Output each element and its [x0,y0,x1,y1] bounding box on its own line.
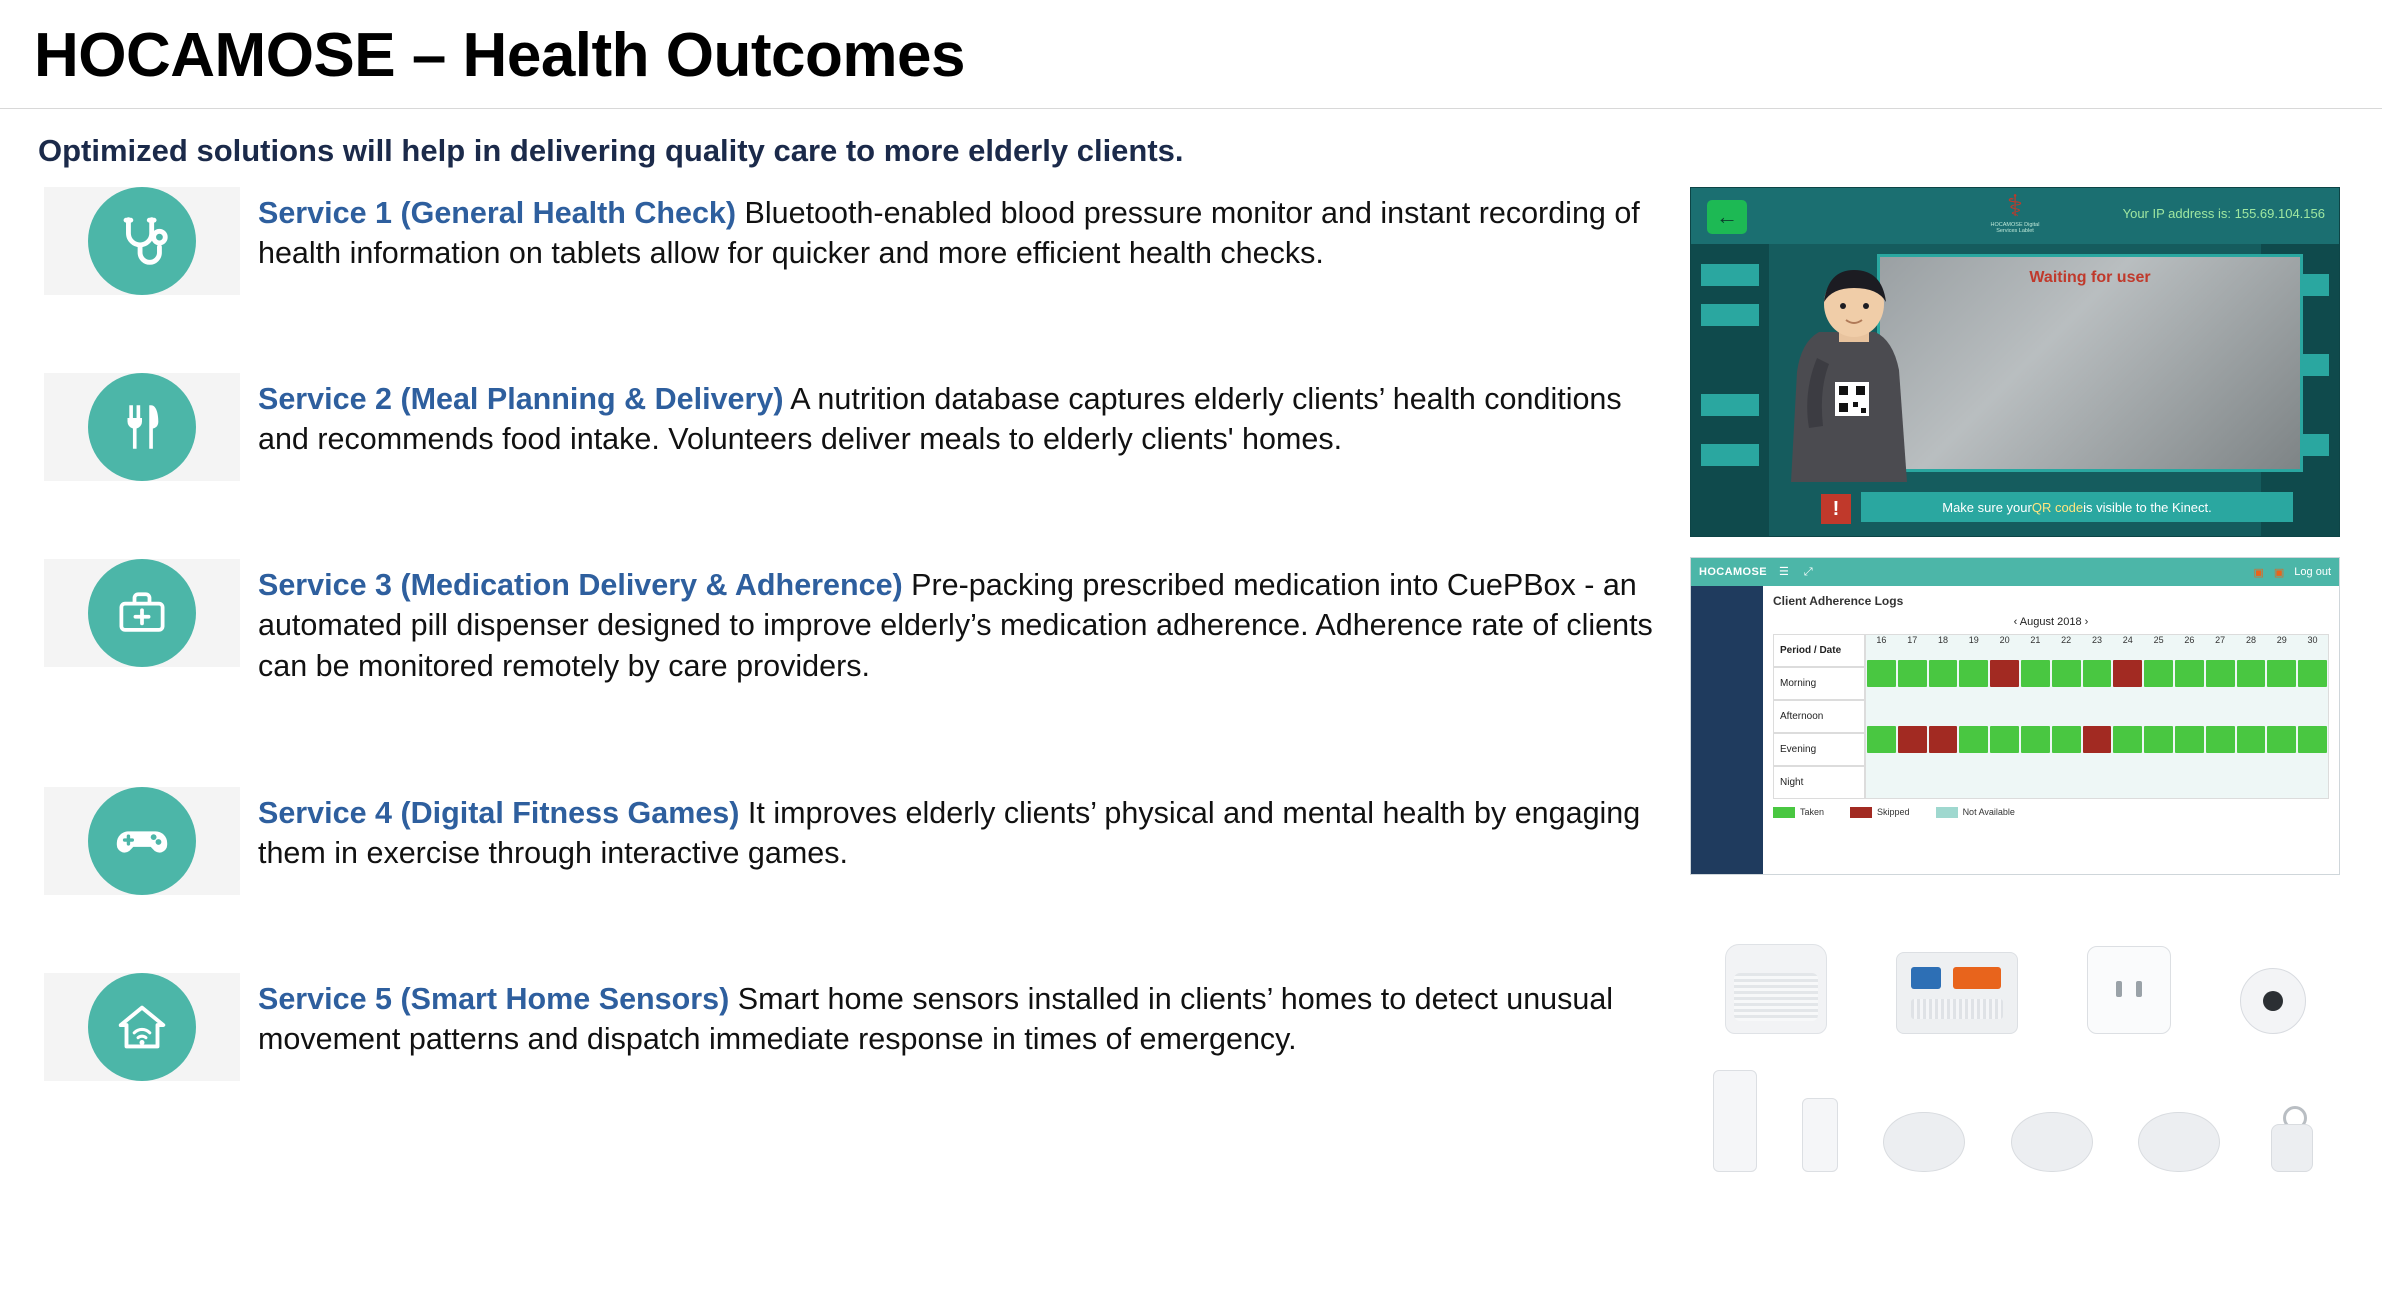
status-cell [1929,660,1958,687]
camera-preview [1877,254,2303,472]
status-cell [1990,660,2019,687]
service-label: Service 3 (Medication Delivery & Adherence) [258,568,903,603]
status-cells [1866,657,2328,789]
status-cell [2267,759,2296,786]
status-cell [2206,759,2235,786]
status-cell [1959,759,1988,786]
status-cell [2206,693,2235,720]
door-sensor-magnet [1802,1098,1838,1172]
list-item [44,973,1690,1163]
day-number-row [1866,635,2328,657]
status-cell [1990,693,2019,720]
status-cell [2113,693,2142,720]
smart-home-icon [88,973,196,1081]
service-icon-cell [44,373,240,481]
status-cell [2052,759,2081,786]
legend-item-not-available: Not Available [1936,807,2015,818]
slide-content [0,169,2382,1189]
smart-home-devices-photo [1690,899,2340,1189]
table-row: Afternoon [1773,700,1865,733]
adherence-dashboard-screenshot [1690,557,2340,875]
day-number: 22 [2061,635,2072,646]
table-row: Morning [1773,667,1865,700]
smart-speaker-device [1725,944,1827,1034]
fork-knife-icon [88,373,196,481]
table-row-headers [1773,634,1865,799]
dashboard-sidebar[interactable] [1691,586,1763,875]
page-title: HOCAMOSE – Health Outcomes [34,21,965,90]
service-icon-cell [44,559,240,667]
status-cell [2083,693,2112,720]
status-cell [2113,726,2142,753]
status-cell [2237,693,2266,720]
month-selector[interactable] [1773,616,2329,628]
logo-caption: HOCAMOSE Digital Services Lablet [1990,222,2040,235]
service-text [240,187,1678,274]
status-cell [2237,660,2266,687]
service-icon-cell [44,187,240,295]
alert-icon[interactable]: ▣ [2273,566,2285,579]
service-description: Smart home sensors installed in clients’ homes to detect unusual movement patterns and dispatch immediate response in times of emergency. [258,982,1614,1057]
service-text [240,559,1678,686]
status-cell [2083,726,2112,753]
status-cell [2175,726,2204,753]
table-row [1866,657,2328,690]
status-cell [1898,726,1927,753]
column-header: Period / Date [1773,634,1865,667]
logout-button[interactable]: Log out [2294,566,2331,579]
day-number: 17 [1907,635,1918,646]
kinect-kiosk-screenshot [1690,187,2340,537]
left-rail-decoration [1691,244,1769,536]
status-cell [2052,660,2081,687]
ceiling-sensor-device [1883,1112,1965,1172]
status-cell [2267,726,2296,753]
status-cell [2144,726,2173,753]
dashboard-main [1763,586,2339,875]
list-item [44,787,1690,963]
status-cell [2298,660,2327,687]
status-cell [1990,726,2019,753]
status-cell [2298,759,2327,786]
dashboard-topbar [1691,558,2339,586]
next-month-button[interactable]: › [2084,616,2089,629]
status-cell [2298,726,2327,753]
status-cell [1867,693,1896,720]
table-row: Evening [1773,733,1865,766]
day-number: 27 [2215,635,2226,646]
status-cell [2175,660,2204,687]
status-cell [2021,759,2050,786]
qr-code-highlight: QR code [2031,499,2084,515]
waiting-status-text: Waiting for user [2029,269,2151,287]
status-cell [1898,759,1927,786]
status-cell [2298,693,2327,720]
status-cell [2113,759,2142,786]
day-number: 21 [2030,635,2041,646]
status-cell [2083,660,2112,687]
adherence-grid [1865,634,2329,799]
smart-plug-device [2087,946,2171,1034]
status-cell [2144,660,2173,687]
legend [1773,807,2329,818]
table-row [1866,690,2328,723]
status-cell [1929,759,1958,786]
status-cell [1929,726,1958,753]
status-cell [2144,693,2173,720]
status-cell [2175,759,2204,786]
status-cell [1867,660,1896,687]
adherence-table [1773,634,2329,799]
legend-item-taken: Taken [1773,807,1824,818]
ceiling-sensor-device [2011,1112,2093,1172]
day-number: 25 [2153,635,2164,646]
service-label: Service 4 (Digital Fitness Games) [258,796,740,831]
table-row: Night [1773,766,1865,799]
instruction-prefix: Make sure your [1942,499,2032,515]
day-number: 26 [2184,635,2195,646]
status-cell [2021,693,2050,720]
instruction-suffix: is visible to the Kinect. [2083,499,2212,515]
panel-title: Client Adherence Logs [1773,594,1904,609]
status-cell [2237,759,2266,786]
device-row-bottom [1690,1052,2340,1172]
notification-icon[interactable]: ▣ [2253,566,2264,579]
status-cell [2144,759,2173,786]
status-cell [1898,660,1927,687]
status-cell [2021,726,2050,753]
list-item [44,559,1690,777]
month-label: August 2018 [2019,616,2082,629]
service-label: Service 2 (Meal Planning & Delivery) [258,382,784,417]
day-number: 18 [1937,635,1948,646]
list-item [44,373,1690,549]
status-cell [2083,759,2112,786]
service-description: A nutrition database captures elderly clients’ health conditions and recommends food intake. Volunteers deliver meals to elderly clients' homes. [258,382,1622,457]
service-label: Service 5 (Smart Home Sensors) [258,982,730,1017]
status-cell [2113,660,2142,687]
instruction-banner [1861,492,2293,522]
service-description: Pre-packing prescribed medication into CuePBox - an automated pill dispenser designed to improve elderly’s medication adherence. Adherence rate of clients can be monitored remotely by care providers. [258,568,1653,683]
status-cell [2175,693,2204,720]
key-fob-device [2265,1106,2317,1172]
prev-month-button[interactable]: ‹ [2013,616,2018,629]
day-number: 20 [1999,635,2010,646]
page-subtitle: Optimized solutions will help in delivering quality care to more elderly clients. [38,133,1184,169]
service-description: It improves elderly clients’ physical and mental health by engaging them in exercise through interactive games. [258,796,1641,871]
service-icon-cell [44,787,240,895]
status-cell [1990,759,2019,786]
hamburger-icon[interactable]: ☰ ⤢ [1778,566,1819,579]
avatar [1779,262,1929,482]
ceiling-sensor-device [2138,1112,2220,1172]
status-cell [2021,660,2050,687]
device-row-top [1690,899,2340,1034]
service-text [240,973,1678,1060]
warning-icon: ! [1821,494,1851,524]
list-item [44,187,1690,363]
ip-address-text: Your IP address is: 155.69.104.156 [2122,206,2325,222]
services-list [0,187,1690,1189]
status-cell [1959,726,1988,753]
day-number: 24 [2122,635,2133,646]
status-cell [1867,726,1896,753]
status-cell [2052,726,2081,753]
legend-item-skipped: Skipped [1850,807,1910,818]
service-icon-cell [44,973,240,1081]
motion-sensor-device [2240,968,2306,1034]
status-cell [1959,660,1988,687]
day-number: 28 [2245,635,2256,646]
dashboard-topbar-right [2253,566,2331,579]
status-cell [2052,693,2081,720]
status-cell [2267,693,2296,720]
day-number: 16 [1876,635,1887,646]
dashboard-brand: HOCAMOSE [1699,566,1767,579]
status-cell [2206,726,2235,753]
status-cell [2237,726,2266,753]
emergency-panel-device [1896,952,2018,1034]
table-row [1866,756,2328,789]
figures-column [1690,187,2382,1189]
back-button[interactable]: ← [1707,200,1747,234]
status-cell [1959,693,1988,720]
day-number: 23 [2091,635,2102,646]
stethoscope-icon [88,187,196,295]
medical-cross-icon: ⚕ [2006,190,2024,224]
medical-bag-icon [88,559,196,667]
day-number: 30 [2307,635,2318,646]
status-cell [1867,759,1896,786]
door-sensor-device [1713,1070,1757,1172]
day-number: 29 [2276,635,2287,646]
table-row [1866,723,2328,756]
service-label: Service 1 (General Health Check) [258,196,737,231]
status-cell [2267,660,2296,687]
service-text [240,373,1678,460]
game-controller-icon [88,787,196,895]
status-cell [2206,660,2235,687]
status-cell [1929,693,1958,720]
dashboard-body [1691,586,2339,875]
service-text [240,787,1678,874]
service-description: Bluetooth-enabled blood pressure monitor and instant recording of health information on tablets allow for quicker and more efficient health checks. [258,196,1640,271]
clinic-logo [1985,192,2045,240]
status-cell [1898,693,1927,720]
day-number: 19 [1968,635,1979,646]
